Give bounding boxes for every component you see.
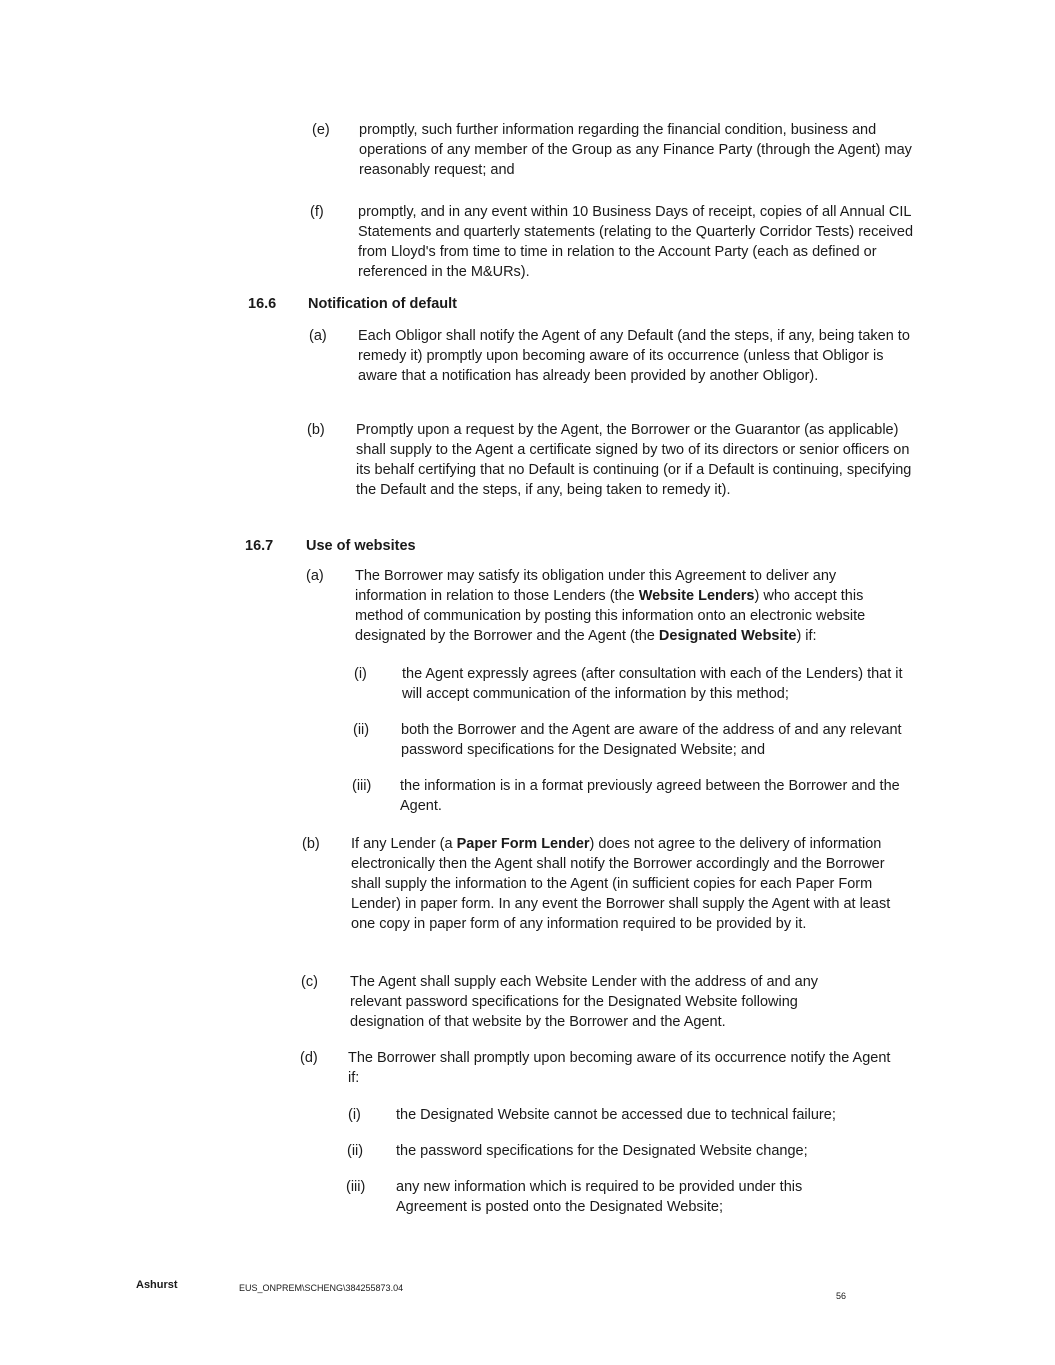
subclause-item-d-iii: [346, 1177, 846, 1217]
footer-doc-reference: EUS_ONPREM\SCHENG\384255873.04: [239, 1283, 404, 1293]
section-title: Notification of default: [308, 296, 458, 312]
clause-label: (b): [307, 422, 325, 438]
subclause-text: any new information which is required to be provided under this Agreement is posted onto the Designated Website;: [396, 1179, 803, 1215]
subclause-label: (ii): [353, 722, 370, 738]
subclause-label: (iii): [346, 1179, 366, 1195]
clause-label: (a): [306, 568, 324, 584]
clause-text: [351, 834, 910, 934]
subclause-item-d-i: [348, 1105, 888, 1125]
section-heading-16-6: [248, 294, 457, 314]
clause-text-part: If any Lender (a: [351, 836, 457, 852]
subclause-label: (i): [354, 666, 367, 682]
subclause-label: (i): [348, 1107, 361, 1123]
clause-item-f: [310, 202, 914, 282]
clause-label: (b): [302, 836, 320, 852]
clause-item-16-6-b: [307, 420, 912, 500]
footer-firm-name: Ashurst: [136, 1279, 178, 1291]
clause-label: (e): [312, 122, 330, 138]
subclause-item-d-ii: [347, 1141, 887, 1161]
clause-text: Promptly upon a request by the Agent, the Borrower or the Guarantor (as applicable) shall supply to the Agent a certificate signed by two of its directors or senior officers on its behalf certifying that no Default is continuing (or if a Default is continuing, specifying the Default and the steps, if any, being taken to remedy it).: [356, 422, 912, 498]
subclause-item-a-i: [354, 664, 906, 704]
section-number: 16.6: [248, 296, 277, 312]
clause-item-16-7-d: [300, 1048, 896, 1088]
subclause-label: (iii): [352, 778, 372, 794]
clause-label: (c): [301, 974, 318, 990]
subclause-text: the information is in a format previously agreed between the Borrower and the Agent.: [400, 778, 900, 814]
section-title: Use of websites: [306, 538, 416, 554]
clause-item-16-6-a: [309, 326, 915, 386]
clause-text-part: ) does not agree to the delivery of information electronically then the Agent shall notify the Borrower accordingly and the Borrower shall supply the information to the Agent (in sufficient copies for each Paper Form Lender) in paper form. In any event the Borrower shall supply the Agent with at least one copy in paper form of any information required to be provided by it.: [351, 836, 891, 932]
clause-text: Each Obligor shall notify the Agent of any Default (and the steps, if any, being taken to remedy it) promptly upon becoming aware of its occurrence (unless that Obligor is aware that a notification has already been provided by another Obligor).: [358, 328, 910, 384]
subclause-text: the password specifications for the Designated Website change;: [396, 1143, 808, 1159]
clause-label: (d): [300, 1050, 318, 1066]
clause-text: The Agent shall supply each Website Lender with the address of and any relevant password specifications for the Designated Website following designation of that website by the Borrower and the Agent.: [350, 974, 819, 1030]
clause-text-part: ) who accept this method of communication by posting this information onto an electronic website designated by the Borrower and the Agent (the: [355, 588, 866, 644]
subclause-item-a-iii: [352, 776, 918, 816]
clause-item-16-7-c: [301, 972, 861, 1032]
clause-text: promptly, and in any event within 10 Business Days of receipt, copies of all Annual CIL Statements and quarterly statements (relating to the Quarterly Corridor Tests) received from Lloyd's from time to time in relation to the Account Party (each as defined or referenced in the M&URs).: [358, 204, 914, 280]
clause-text: The Borrower shall promptly upon becoming aware of its occurrence notify the Agent if:: [348, 1050, 891, 1086]
subclause-item-a-ii: [353, 720, 903, 760]
section-number: 16.7: [245, 538, 274, 554]
clause-text-part: ) if:: [796, 628, 817, 644]
clause-text-part: The Borrower may satisfy its obligation under this Agreement to deliver any information in relation to those Lenders (the: [355, 568, 837, 604]
defined-term: Designated Website: [658, 628, 797, 644]
subclause-text: the Agent expressly agrees (after consultation with each of the Lenders) that it will accept communication of the information by this method;: [402, 666, 903, 702]
clause-text: [355, 566, 908, 646]
subclause-label: (ii): [347, 1143, 364, 1159]
clause-item-16-7-b: [302, 834, 910, 934]
subclause-text: the Designated Website cannot be accessed due to technical failure;: [396, 1107, 836, 1123]
section-heading-16-7: [245, 536, 416, 556]
defined-term: Website Lenders: [638, 588, 755, 604]
clause-item-16-7-a: [306, 566, 908, 646]
clause-text: promptly, such further information regarding the financial condition, business and operations of any member of the Group as any Finance Party (through the Agent) may reasonably request; and: [359, 122, 912, 178]
clause-label: (a): [309, 328, 327, 344]
defined-term: Paper Form Lender: [456, 836, 590, 852]
clause-label: (f): [310, 204, 324, 220]
clause-item-e: [312, 120, 922, 180]
subclause-text: both the Borrower and the Agent are aware of the address of and any relevant password specifications for the Designated Website; and: [401, 722, 902, 758]
footer-page-number: 56: [836, 1291, 847, 1301]
